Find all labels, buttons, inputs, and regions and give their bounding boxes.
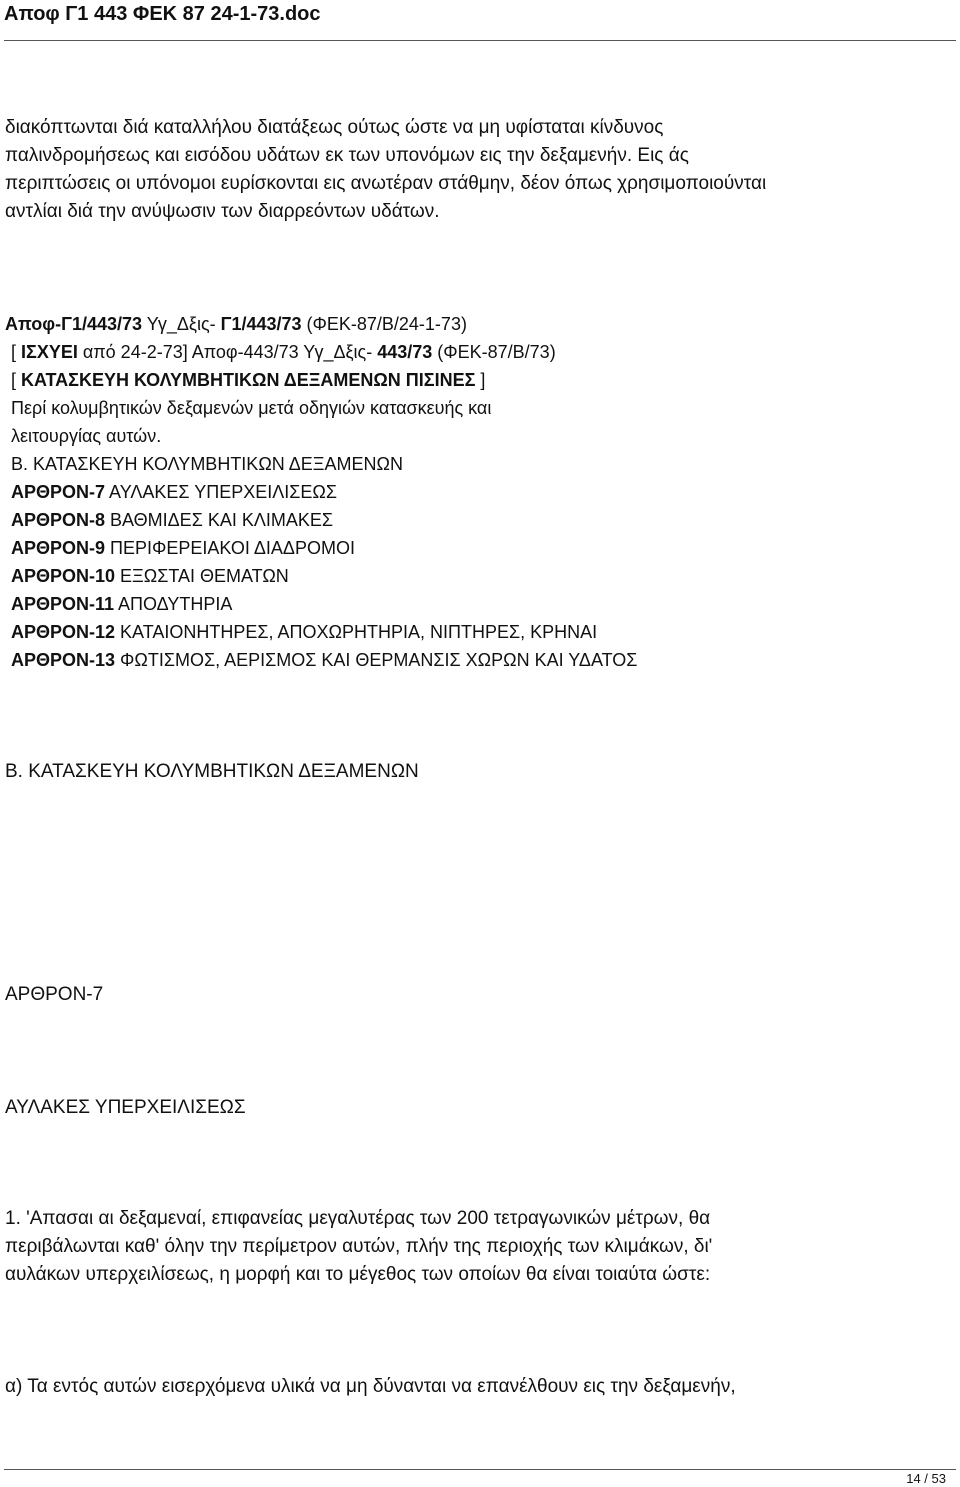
article-entry — [11, 478, 945, 506]
bracket-open: [ — [11, 370, 22, 390]
article-entry — [11, 646, 945, 674]
reference-line-5: λειτουργίας αυτών. — [11, 426, 162, 446]
reference-line-3 — [11, 366, 945, 394]
ministry-text: Υγ_Δξις- — [142, 314, 221, 334]
text-line: διακόπτωνται διά καταλλήλου διατάξεως ούτως ώστε να μη υφίσταται κίνδυνος — [5, 117, 664, 138]
header-divider — [4, 40, 956, 41]
article-title: ΑΥΛΑΚΕΣ ΥΠΕΡΧΕΙΛΙΣΕΩΣ — [105, 482, 337, 502]
reference-block — [5, 310, 945, 674]
decision-code: Γ1/443/73 — [220, 314, 302, 334]
article-number: ΑΡΘΡΟΝ-11 — [11, 594, 115, 614]
text-line: 1. 'Απασαι αι δεξαμεναί, επιφανείας μεγαλυτέρας των 200 τετραγωνικών μέτρων, θα — [5, 1208, 711, 1229]
bracket-close: ] — [475, 370, 486, 390]
paragraph-1 — [5, 1205, 945, 1289]
reference-line-1 — [5, 310, 945, 338]
footer-divider — [4, 1469, 956, 1470]
reference-line-6: Β. ΚΑΤΑΣΚΕΥΗ ΚΟΛΥΜΒΗΤΙΚΩΝ ΔΕΞΑΜΕΝΩΝ — [11, 454, 403, 474]
article-number: ΑΡΘΡΟΝ-10 — [11, 566, 116, 586]
text-line: αντλίαι διά την ανύψωσιν των διαρρεόντων υδάτων. — [5, 201, 440, 222]
article-title: ΦΩΤΙΣΜΟΣ, ΑΕΡΙΣΜΟΣ ΚΑΙ ΘΕΡΜΑΝΣΙΣ ΧΩΡΩΝ ΚΑΙ ΥΔΑΤΟΣ — [115, 650, 638, 670]
decision-number: Αποφ-Γ1/443/73 — [5, 314, 143, 334]
article-entry — [11, 618, 945, 646]
bracket-open: [ — [11, 342, 22, 362]
article-number-heading: ΑΡΘΡΟΝ-7 — [5, 984, 104, 1005]
article-number: ΑΡΘΡΟΝ-9 — [11, 538, 106, 558]
article-entry — [11, 562, 945, 590]
text-line: περιβάλωνται καθ' όλην την περίμετρον αυτών, πλήν της περιοχής των κλιμάκων, δι' — [5, 1236, 713, 1257]
article-number: ΑΡΘΡΟΝ-12 — [11, 622, 116, 642]
reference-line-4: Περί κολυμβητικών δεξαμενών μετά οδηγιών κατασκευής και — [11, 398, 492, 418]
article-title-heading: ΑΥΛΑΚΕΣ ΥΠΕΡΧΕΙΛΙΣΕΩΣ — [5, 1097, 246, 1118]
text-line: αυλάκων υπερχειλίσεως, η μορφή και το μέγεθος των οποίων θα είναι τοιαύτα ώστε: — [5, 1264, 711, 1285]
validity-text: από 24-2-73] Αποφ-443/73 Υγ_Δξις- — [77, 342, 378, 362]
text-line: περιπτώσεις οι υπόνομοι ευρίσκονται εις ανωτέραν στάθμην, δέον όπως χρησιμοποιούνται — [5, 173, 767, 194]
article-entry — [11, 534, 945, 562]
article-title: ΚΑΤΑΙΟΝΗΤΗΡΕΣ, ΑΠΟΧΩΡΗΤΗΡΙΑ, ΝΙΠΤΗΡΕΣ, ΚΡΗΝΑΙ — [115, 622, 598, 642]
article-entry — [11, 590, 945, 618]
article-entry — [11, 506, 945, 534]
reference-line-2 — [11, 338, 945, 366]
gazette-reference: (ΦΕΚ-87/Β/24-1-73) — [301, 314, 467, 334]
validity-badge: ΙΣΧΥΕΙ — [21, 342, 78, 362]
article-title: ΠΕΡΙΦΕΡΕΙΑΚΟΙ ΔΙΑΔΡΟΜΟΙ — [105, 538, 355, 558]
article-number: ΑΡΘΡΟΝ-13 — [11, 650, 116, 670]
subject-heading: ΚΑΤΑΣΚΕΥΗ ΚΟΛΥΜΒΗΤΙΚΩΝ ΔΕΞΑΜΕΝΩΝ ΠΙΣΙΝΕΣ — [21, 370, 476, 390]
article-number: ΑΡΘΡΟΝ-8 — [11, 510, 106, 530]
gazette-reference-2: (ΦΕΚ-87/Β/73) — [432, 342, 556, 362]
document-title: Αποφ Γ1 443 ΦΕΚ 87 24-1-73.doc — [4, 3, 321, 25]
text-line: παλινδρομήσεως και εισόδου υδάτων εκ των υπονόμων εις την δεξαμενήν. Εις άς — [5, 145, 689, 166]
article-title: ΕΞΩΣΤΑΙ ΘΕΜΑΤΩΝ — [115, 566, 289, 586]
article-title: ΒΑΘΜΙΔΕΣ ΚΑΙ ΚΛΙΜΑΚΕΣ — [105, 510, 334, 530]
page-number: 14 / 53 — [906, 1471, 946, 1486]
decision-code-2: 443/73 — [377, 342, 433, 362]
article-number: ΑΡΘΡΟΝ-7 — [11, 482, 106, 502]
section-heading: Β. ΚΑΤΑΣΚΕΥΗ ΚΟΛΥΜΒΗΤΙΚΩΝ ΔΕΞΑΜΕΝΩΝ — [5, 761, 419, 782]
intro-paragraph — [5, 114, 945, 226]
paragraph-a: α) Τα εντός αυτών εισερχόμενα υλικά να μη δύνανται να επανέλθουν εις την δεξαμενήν, — [5, 1376, 736, 1397]
article-title: ΑΠΟΔΥΤΗΡΙΑ — [114, 594, 233, 614]
